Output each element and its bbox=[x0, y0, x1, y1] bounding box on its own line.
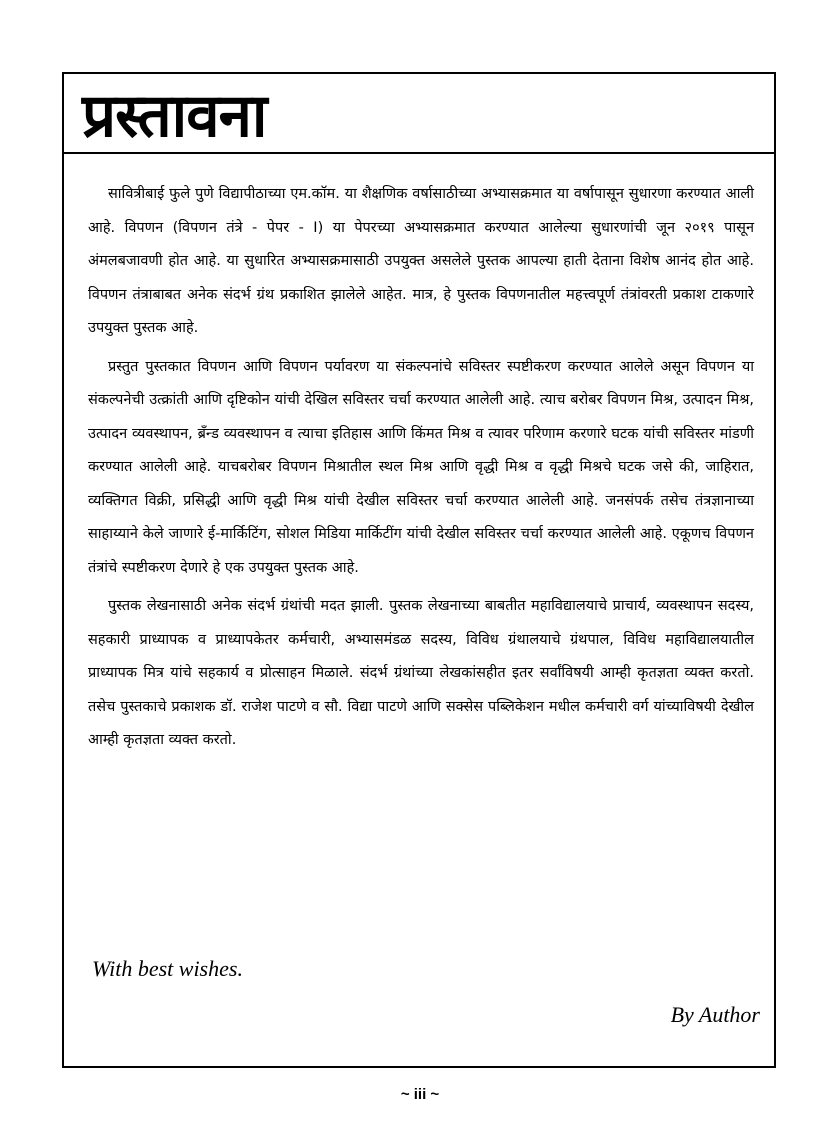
paragraph: प्रस्तुत पुस्तकात विपणन आणि विपणन पर्यावरण या संकल्पनांचे सविस्तर स्पष्टीकरण करण्यात आलेले असून विपणन या संकल्पनेची उत्क्रांती आणि दृष्टिकोन यांची देखिल सविस्तर चर्चा करण्यात आलेली आहे. त्याच बरोबर विपणन मिश्र, उत्पादन मिश्र, उत्पादन व्यवस्थापन, ब्रँन्ड व्यवस्थापन व त्याचा इतिहास आणि किंमत मिश्र व त्यावर परिणाम करणारे घटक यांची सविस्तर मांडणी करण्यात आलेली आहे. याचबरोबर विपणन मिश्रातील स्थल मिश्र आणि वृद्धी मिश्र व वृद्धी मिश्रचे घटक जसे की, जाहिरात, व्यक्तिगत विक्री, प्रसिद्धी आणि वृद्धी मिश्र यांची देखील सविस्तर चर्चा करण्यात आलेली आहे. जनसंपर्क तसेच तंत्रज्ञानाच्या साहाय्याने केले जाणारे ई-मार्किटिंग, सोशल मिडिया मार्किटींग यांची देखील सविस्तर चर्चा करण्यात आलेली आहे. एकूणच विपणन तंत्रांचे स्पष्टीकरण देणारे हे एक उपयुक्त पुस्तक आहे. bbox=[88, 358, 754, 576]
title-divider bbox=[64, 152, 774, 154]
page-number: ~ iii ~ bbox=[400, 1086, 440, 1103]
body-text bbox=[88, 178, 754, 763]
author-signature: By Author bbox=[670, 1002, 760, 1027]
paragraph: पुस्तक लेखनासाठी अनेक संदर्भ ग्रंथांची मदत झाली. पुस्तक लेखनाच्या बाबतीत महाविद्यालयाचे प्राचार्य, व्यवस्थापन सदस्य, सहकारी प्राध्यापक व प्राध्यापकेतर कर्मचारी, अभ्यासमंडळ सदस्य, विविध ग्रंथालयाचे ग्रंथपाल, विविध महाविद्यालयातील प्राध्यापक मित्र यांचे सहकार्य व प्रोत्साहन मिळाले. संदर्भ ग्रंथांच्या लेखकांसहीत इतर सर्वांविषयी आम्ही कृतज्ञता व्यक्त करतो. तसेच पुस्तकाचे प्रकाशक डॉ. राजेश पाटणे व सौ. विद्या पाटणे आणि सक्सेस पब्लिकेशन मधील कर्मचारी वर्ग यांच्याविषयी देखील आम्ही कृतज्ञता व्यक्त करतो. bbox=[88, 598, 754, 748]
page-title: प्रस्तावना bbox=[82, 81, 267, 151]
paragraph: सावित्रीबाई फुले पुणे विद्यापीठाच्या एम.कॉम. या शैक्षणिक वर्षासाठीच्या अभ्यासक्रमात या वर्षापासून सुधारणा करण्यात आली आहे. विपणन (विपणन तंत्रे - पेपर - I) या पेपरच्या अभ्यासक्रमात करण्यात आलेल्या सुधारणांची जून २०१९ पासून अंमलबजावणी होत आहे. या सुधारित अभ्यासक्रमासाठी उपयुक्त असलेले पुस्तक आपल्या हाती देताना विशेष आनंद होत आहे. विपणन तंत्राबाबत अनेक संदर्भ ग्रंथ प्रकाशित झालेले आहेत. मात्र, हे पुस्तक विपणनातील महत्त्वपूर्ण तंत्रांवरती प्रकाश टाकणारे उपयुक्त पुस्तक आहे. bbox=[88, 186, 754, 336]
closing-wishes: With best wishes. bbox=[92, 956, 243, 981]
page-frame bbox=[62, 72, 776, 1068]
